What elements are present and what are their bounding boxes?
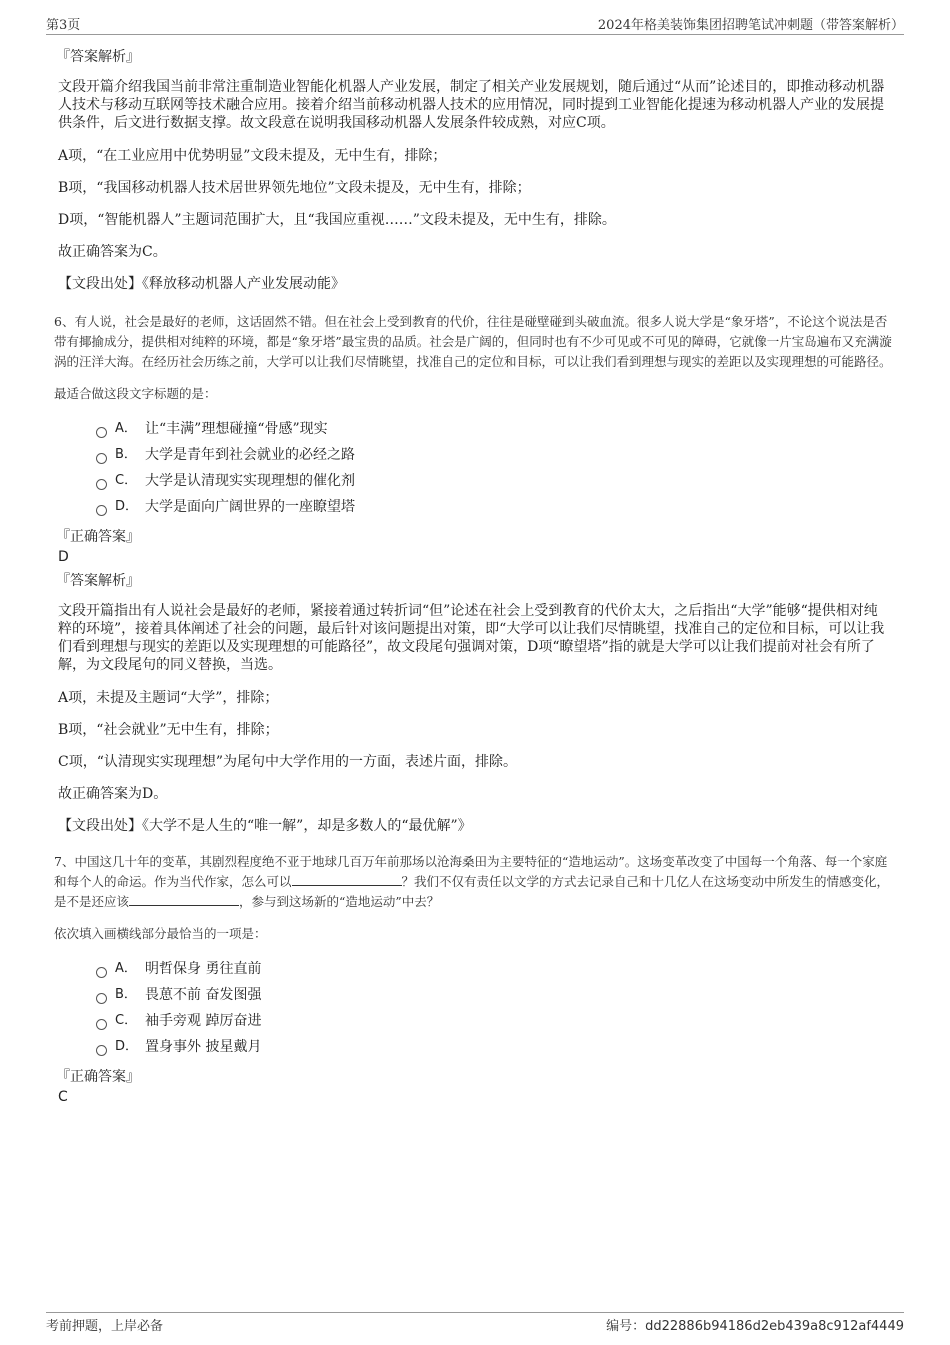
analysis-item: C项，“认清现实实现理想”为尾句中大学作用的一方面，表述片面，排除。 bbox=[58, 754, 518, 770]
option-letter: B． bbox=[115, 447, 137, 462]
option-letter: D． bbox=[115, 1039, 139, 1054]
option-c[interactable] bbox=[96, 1008, 886, 1034]
option-text: 明哲保身 勇往直前 bbox=[145, 961, 262, 977]
radio-icon[interactable] bbox=[96, 993, 107, 1004]
analysis-item: D项，“智能机器人”主题词范围扩大，且“我国应重视……”文段未提及，无中生有，排除。 bbox=[58, 212, 616, 228]
option-text: 大学是面向广阔世界的一座瞭望塔 bbox=[145, 499, 355, 515]
question-text bbox=[54, 852, 896, 912]
document-title: 2024年格美装饰集团招聘笔试冲刺题（带答案解析） bbox=[597, 18, 904, 33]
radio-icon[interactable] bbox=[96, 1019, 107, 1030]
page-content bbox=[54, 46, 892, 1106]
option-list bbox=[96, 416, 886, 520]
analysis-conclusion: 故正确答案为C。 bbox=[58, 244, 167, 260]
option-letter: B． bbox=[115, 987, 137, 1002]
option-a[interactable] bbox=[96, 416, 886, 442]
option-text: 让“丰满”理想碰撞“骨感”现实 bbox=[145, 421, 328, 437]
option-text: 大学是认清现实实现理想的催化剂 bbox=[145, 473, 355, 489]
option-list bbox=[96, 956, 886, 1060]
answer-label: 『正确答案』 bbox=[56, 529, 140, 545]
option-c[interactable] bbox=[96, 468, 886, 494]
option-text: 大学是青年到社会就业的必经之路 bbox=[145, 447, 355, 463]
page-footer bbox=[46, 1312, 904, 1335]
option-letter: D． bbox=[115, 499, 139, 514]
analysis-text: 文段开篇介绍我国当前非常注重制造业智能化机器人产业发展，制定了相关产业发展规划，随后通过“从而”论述目的，即推动移动机器人技术与移动互联网等技术融合应用。接着介绍当前移动机器人技术的应用情况，同时提到工业智能化提速为移动机器人产业的发展提供条件，后文进行数据支撑。故文段意在说明我国移动机器人发展条件较成熟，对应C项。 bbox=[58, 79, 885, 131]
footer-slogan: 考前押题，上岸必备 bbox=[46, 1319, 164, 1334]
page-number: 第3页 bbox=[46, 18, 81, 33]
answer-label: 『正确答案』 bbox=[56, 1069, 140, 1085]
option-d[interactable] bbox=[96, 494, 886, 520]
fill-blank bbox=[292, 873, 402, 886]
option-letter: A． bbox=[115, 961, 137, 976]
analysis-item: A项，未提及主题词“大学”，排除； bbox=[58, 690, 279, 706]
radio-icon[interactable] bbox=[96, 1045, 107, 1056]
fill-blank bbox=[129, 893, 239, 906]
correct-answer: D bbox=[58, 549, 69, 565]
analysis-conclusion: 故正确答案为D。 bbox=[58, 786, 168, 802]
question-6 bbox=[54, 312, 892, 836]
passage-source: 【文段出处】《释放移动机器人产业发展动能》 bbox=[58, 276, 345, 292]
document-code bbox=[606, 1315, 904, 1334]
option-letter: C． bbox=[115, 1013, 138, 1028]
radio-icon[interactable] bbox=[96, 453, 107, 464]
code-value: dd22886b94186d2eb439a8c912af4449 bbox=[645, 1319, 904, 1334]
passage-source: 【文段出处】《大学不是人生的“唯一解”，却是多数人的“最优解”》 bbox=[58, 818, 472, 834]
option-b[interactable] bbox=[96, 982, 886, 1008]
option-text: 畏葸不前 奋发图强 bbox=[145, 987, 262, 1003]
q5-analysis-block bbox=[56, 46, 886, 294]
question-text-part: 7、中国这几十年的变革，其剧烈程度绝不亚于地球几百万年前那场以沧海桑田为主要特征的“造地运动”。这场变革改变了中国每一个角落、每一个家庭和每个人的命运。作为当代作家，怎么可以 bbox=[54, 854, 888, 889]
question-7 bbox=[54, 852, 890, 1106]
option-letter: A． bbox=[115, 421, 137, 436]
option-letter: C． bbox=[115, 473, 138, 488]
option-text: 置身事外 披星戴月 bbox=[145, 1039, 262, 1055]
question-prompt: 依次填入画横线部分最恰当的一项是： bbox=[54, 926, 267, 941]
option-a[interactable] bbox=[96, 956, 886, 982]
analysis-item: B项，“社会就业”无中生有，排除； bbox=[58, 722, 279, 738]
correct-answer: C bbox=[58, 1089, 68, 1105]
radio-icon[interactable] bbox=[96, 479, 107, 490]
analysis-item: B项，“我国移动机器人技术居世界领先地位”文段未提及，无中生有，排除； bbox=[58, 180, 531, 196]
analysis-label: 『答案解析』 bbox=[56, 573, 140, 589]
radio-icon[interactable] bbox=[96, 427, 107, 438]
question-text-part: ，参与到这场新的“造地运动”中去？ bbox=[239, 894, 440, 909]
radio-icon[interactable] bbox=[96, 967, 107, 978]
code-label: 编号： bbox=[606, 1319, 646, 1334]
question-text-part: ？我们不仅有责任以文学的方式去记录自己和十几亿人在这场变动中所发生的情感变化，是不是还应该 bbox=[54, 874, 890, 909]
radio-icon[interactable] bbox=[96, 505, 107, 516]
option-text: 袖手旁观 踔厉奋进 bbox=[145, 1013, 262, 1029]
question-prompt: 最适合做这段文字标题的是： bbox=[54, 386, 217, 401]
analysis-item: A项，“在工业应用中优势明显”文段未提及，无中生有，排除； bbox=[58, 148, 447, 164]
question-text: 6、有人说，社会是最好的老师，这话固然不错。但在社会上受到教育的代价，往往是碰壁碰到头破血流。很多人说大学是“象牙塔”，不论这个说法是否带有揶揄成分，提供相对纯粹的环境，都是“象牙塔”最宝贵的品质。社会是广阔的，但同时也有不少可见或不可见的障碍，它就像一片宝岛遍布又充满漩涡的汪洋大海。在经历社会历练之前，大学可以让我们尽情眺望，找准自己的定位和目标，可以让我们看到理想与现实的差距以及实现理想的可能路径。 bbox=[54, 314, 892, 369]
analysis-label: 『答案解析』 bbox=[56, 49, 140, 65]
option-d[interactable] bbox=[96, 1034, 886, 1060]
option-b[interactable] bbox=[96, 442, 886, 468]
analysis-text: 文段开篇指出有人说社会是最好的老师，紧接着通过转折词“但”论述在社会上受到教育的代价太大，之后指出“大学”能够“提供相对纯粹的环境”，接着具体阐述了社会的问题，最后针对该问题提出对策，即“大学可以让我们尽情眺望，找准自己的定位和目标，可以让我们看到理想与现实的差距以及实现理想的可能路径”，故文段尾句强调对策，D项“瞭望塔”指的就是大学可以让我们提前对社会有所了解，为文段尾句的同义替换，当选。 bbox=[58, 603, 885, 673]
page-header bbox=[46, 12, 904, 35]
